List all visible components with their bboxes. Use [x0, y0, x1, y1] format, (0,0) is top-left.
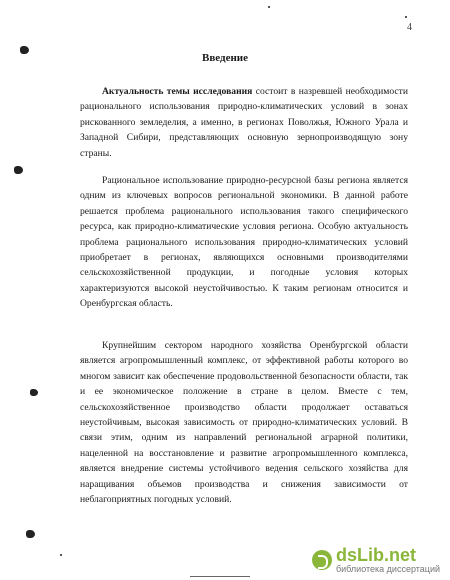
scan-ink-mark	[26, 530, 35, 538]
scan-ink-mark	[30, 389, 38, 396]
paragraph-2	[80, 173, 408, 312]
paragraph-3	[80, 338, 408, 507]
scan-speck	[268, 6, 270, 8]
watermark	[312, 546, 440, 574]
scan-edge-line	[190, 576, 250, 577]
scan-ink-mark	[14, 166, 23, 174]
dslib-logo-icon	[312, 550, 332, 570]
paragraph-1-lead: Актуальность темы исследования	[102, 86, 253, 97]
section-title: Введение	[201, 52, 249, 64]
watermark-brand: dsLib.net	[335, 545, 416, 565]
paragraph-1	[80, 84, 408, 161]
paragraph-1-body: состоит в назревшей необходимости рационального использования природно-климатических условий в зонах рискованного земледелия, а именно, в регионах Поволжья, Южного Урала и Западной Сибири, представляющих основную зернопроизводящую зону страны.	[80, 86, 408, 159]
page-number: 4	[407, 22, 412, 33]
paragraph-3-body: Крупнейшим сектором народного хозяйства Оренбургской области является агропромышленный комплекс, от эффективной работы которого во многом зависит как обеспечение продовольственной безопасности области, так и ее экономическое положение в стране в целом. Вместе с тем, сельскохозяйственное производство области продолжает оставаться неустойчивым, высокая зависимость от природно-климатических условий. В связи этим, одним из направлений региональной аграрной политики, нацеленной на восстановление и развитие агропромышленного комплекса, является внедрение системы устойчивого ведения сельского хозяйства для наращивания объемов производства и снижения зависимости от неблагоприятных погодных условий.	[80, 340, 408, 506]
scan-speck	[405, 16, 407, 18]
watermark-text	[336, 546, 440, 574]
paragraph-2-body: Рациональное использование природно-ресурсной базы региона является одним из ключевых вопросов региональной экономики. В данной работе решается проблема рационального использования такого специфического ресурса, как природно-климатические условия региона. Особую актуальность проблема рационального использования природно-климатических условий приобретает в регионах, являющихся основными производителями сельскохозяйственной продукции, и погодные условия которых характеризуются высокой неустойчивостью. К таким регионам относится и Оренбургская область.	[80, 175, 408, 310]
watermark-tagline: библиотека диссертаций	[335, 564, 440, 574]
scan-speck	[60, 554, 62, 556]
scan-ink-mark	[20, 46, 29, 54]
